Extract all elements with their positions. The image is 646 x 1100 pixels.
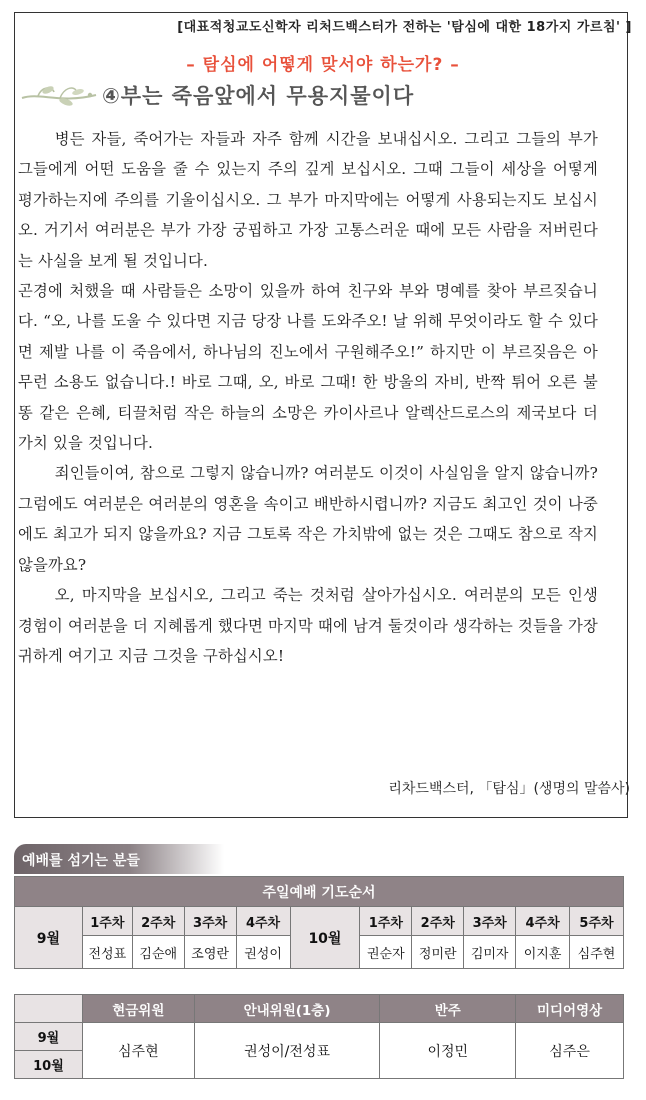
week-label: 4주차 xyxy=(516,907,570,936)
source-citation: 리차드백스터, 「탐심」(생명의 말씀사) xyxy=(388,781,630,797)
role-header: 안내위원(1층) xyxy=(194,995,380,1023)
week-label: 5주차 xyxy=(570,907,624,936)
article-body xyxy=(18,124,598,671)
prayer-name-cell: 이지훈 xyxy=(516,936,570,969)
vine-ornament-icon xyxy=(20,78,98,112)
role-header: 미디어영상 xyxy=(516,995,624,1023)
week-label: 2주차 xyxy=(412,907,464,936)
role-value-cell: 심주현 xyxy=(82,1023,194,1079)
corner-cell xyxy=(15,995,83,1023)
service-roles-table xyxy=(14,994,624,1079)
week-label: 1주차 xyxy=(82,907,132,936)
prayer-name-cell: 김미자 xyxy=(464,936,516,969)
section-tab-label: 예배를 섬기는 분들 xyxy=(22,853,140,869)
role-value-cell: 이정민 xyxy=(380,1023,516,1079)
prayer-name-cell: 권성이 xyxy=(236,936,290,969)
prayer-name-cell: 김순애 xyxy=(132,936,184,969)
article-heading: ④부는 죽음앞에서 무용지물이다 xyxy=(102,84,415,108)
paragraph: 병든 자들, 죽어가는 자들과 자주 함께 시간을 보내십시오. 그리고 그들의 부가 그들에게 어떤 도움을 줄 수 있는지 주의 깊게 보십시오. 그때 그들이 세상을 어떻게 평가하는지에 주의를 기울이십시오. 그 부가 마지막에는 어떻게 사용되는지도 보십시오. 거기서 여러분은 부가 가장 궁핍하고 가장 고통스러운 때에 모든 사람을 저버린다는 사실을 보게 될 것입니다. xyxy=(18,130,598,270)
week-label: 3주차 xyxy=(464,907,516,936)
paragraph: 곤경에 처했을 때 사람들은 소망이 있을까 하여 친구와 부와 명예를 찾아 부르짖습니다. “오, 나를 도울 수 있다면 지금 당장 나를 도와주오! 날 위해 무엇이라도 할 수 있다면 제발 나를 이 죽음에서, 하나님의 진노에서 구원해주오!” 하지만 이 부르짖음은 아무런 소용도 없습니다.! 바로 그때, 오, 바로 그때! 한 방울의 자비, 반짝 튀어 오른 불똥 같은 은혜, 티끌처럼 작은 하늘의 소망은 카이사르나 알렉산드로스의 제국보다 더 가치 있을 것입니다. xyxy=(18,282,598,453)
series-title: [대표적청교도신학자 리처드백스터가 전하는 '탐심에 대한 18가지 가르침' ] xyxy=(177,20,632,35)
week-label: 1주차 xyxy=(360,907,412,936)
month-label: 10월 xyxy=(15,1051,83,1079)
section-tab xyxy=(14,844,224,874)
prayer-name-cell: 심주현 xyxy=(570,936,624,969)
role-header: 반주 xyxy=(380,995,516,1023)
prayer-name-cell: 정미란 xyxy=(412,936,464,969)
month-label: 9월 xyxy=(15,907,83,969)
week-label: 4주차 xyxy=(236,907,290,936)
prayer-name-cell: 조영란 xyxy=(184,936,236,969)
paragraph: 오, 마지막을 보십시오, 그리고 죽는 것처럼 살아가십시오. 여러분의 모든 인생 경험이 여러분을 더 지혜롭게 했다면 마지막 때에 남겨 둘것이라 생각하는 것들을 가장 귀하게 여기고 지금 그것을 구하십시오! xyxy=(18,586,598,665)
paragraph: 죄인들이여, 참으로 그렇지 않습니까? 여러분도 이것이 사실임을 알지 않습니까? 그럼에도 여러분은 여러분의 영혼을 속이고 배반하시렵니까? 지금도 최고인 것이 나중에도 최고가 되지 않을까요? 지금 그토록 작은 가치밖에 없는 것은 그때도 참으로 작지 않을까요? xyxy=(18,464,598,574)
prayer-name-cell: 전성표 xyxy=(82,936,132,969)
prayer-table-title: 주일예배 기도순서 xyxy=(15,877,624,907)
month-label: 9월 xyxy=(15,1023,83,1051)
prayer-order-table xyxy=(14,876,624,969)
month-label: 10월 xyxy=(290,907,360,969)
role-header: 현금위원 xyxy=(82,995,194,1023)
heading-row xyxy=(20,78,414,112)
prayer-name-cell: 권순자 xyxy=(360,936,412,969)
role-value-cell: 권성이/전성표 xyxy=(194,1023,380,1079)
role-value-cell: 심주은 xyxy=(516,1023,624,1079)
week-label: 2주차 xyxy=(132,907,184,936)
week-label: 3주차 xyxy=(184,907,236,936)
subtitle: – 탐심에 어떻게 맞서야 하는가? – xyxy=(186,55,460,75)
